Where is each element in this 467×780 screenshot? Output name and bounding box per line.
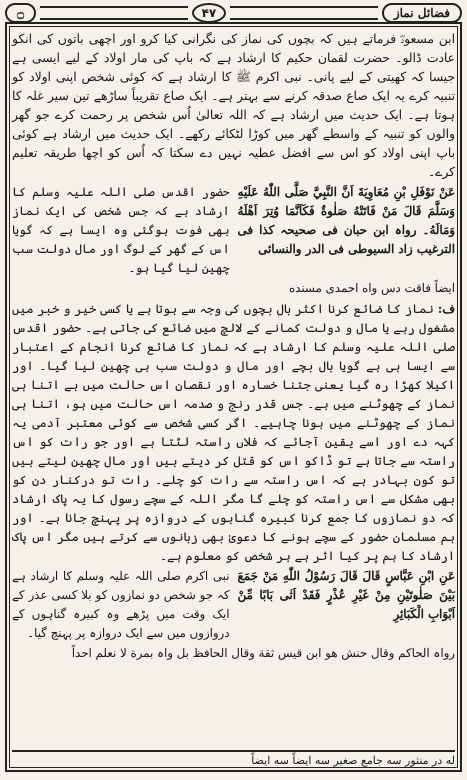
hadith-1-arabic: عَنْ نَوْفَلِ بْنِ مُعَاوِيَةَ اَنَّ النَّبِيَّ صَلَّى اللّٰهُ عَلَيْهِ وَسَلَّمَ قَالَ مَنْ فَاتَتْهُ صَلٰوةٌ فَكَاَنَّمَا وُتِرَ اَهْلَهُ وَمَالَهُ۔ رواہ ابن حبان فی صحیحہ کذا فی الترغیب زاد السیوطی فی الدر والنسائی (237, 185, 455, 256)
hadith-1-translation: حضور اقدس صلی اللہ علیہ وسلم کا ارشاد ہے کہ جس شخص کی ایک نماز بھی فوت ہوگئی وہ ایسا ہے کہ گویا اس کے گھر کے لوگ اور مال دولت سب چھین لیا گیا ہو۔ (12, 185, 230, 275)
footnotes: له در منثور سه جامع صغیر سه ایضاً سه ایضاً (12, 750, 455, 770)
hadith-2-source: رواہ الحاکم وقال حنش هو ابن قیس ثقة وقال الحافظ بل واہ بمرة لا نعلم احداً (71, 646, 455, 660)
page-number: ۴۷ (192, 3, 226, 23)
explanation-label: ف: (437, 301, 455, 316)
intro-paragraph: ابن مسعودؓ فرماتے ہیں کہ بچوں کی نماز کی نگرانی کیا کرو اور اچھی باتوں کی انکو عادت ڈالو۔ حضرت لقمان حکیم کا ارشاد ہے کہ باپ کی مار اولاد کے لیے ایسی ہے جیسا کہ کھیتی کے لیے پانی۔ نبی اکرم ﷺ کا ارشاد ہے کہ کوئی شخص اپنی اولاد کو تنبیہ کرے یہ ایک صاع صدقہ کرنے سے بہتر ہے۔ ایک صاع تقریباً ساڑھے تین سیر غلہ کا ہوتا ہے۔ ایک حدیث میں ارشاد ہے کہ اللہ تعالیٰ اُس شخص پر رحمت کرے جو گھر والوں کو تنبیہ کے واسطے گھر میں کوڑا لٹکائے رکھے۔ ایک حدیث میں ارشاد ہے کوئی باپ اپنی اولاد کو اس سے افضل عطیہ نہیں دے سکتا کہ اُس کو اچھا طریقہ تعلیم کرے۔ (12, 32, 455, 179)
hadith-2-translation: نبی اکرم صلی اللہ علیہ وسلم کا ارشاد ہے کہ جو شخص دو نمازوں کو بلا کسی عذر کے ایک وقت میں پڑھے وہ کبیرہ گناہوں کے دروازوں میں سے ایک دروازہ پر پہنچ گیا۔ (12, 569, 230, 640)
decorative-ornament: ۝ (5, 3, 36, 23)
hadith-1-block (12, 183, 455, 278)
explanation-text: نماز کا ضائع کرنا اکثر بال بچوں کی وجہ سے ہوتا ہے یا کسی خیر و خبر میں مشغول رہے یا مال و دولت کمانے کے لالچ میں ضائع کی جاتی ہے۔ حضور اقدس صلی اللہ علیہ وسلم کا ارشاد ہے کہ نماز کا ضائع کرنا انجام کے اعتبار سے ایسا ہی ہے گویا بال بچے اور مال و دولت سب ہی چھین لیا گیا۔ اور اکیلا کھڑا رہ گیا یعنی جتنا خسارہ اور نقصان اس حالت میں ہے اتنا ہی نماز کے چھوٹنے میں ہے۔ جس قدر رنج و صدمہ اس حالت میں ہو، اتنا ہی نماز کے چھوٹنے میں ہونا چاہیے۔ اگر کسی شخص سے کوئی معتبر آدمی یہ کہہ دے اور اسے یقین آجائے کہ فلاں راستہ لٹتا ہے اور جو رات کو اس راستہ سے جاتا ہے تو ڈاکو اس کو قتل کر دیتے ہیں اور مال چھین لیتے ہیں تو کون بہادر ہے کہ اس راستہ سے رات کو چلے۔ رات تو درکنار دن کو بھی مشکل سے اس راستہ کو چلے گا مگر اللہ کے سچے رسول کا یہ پاک ارشاد کہ دو نمازوں کا جمع کرنا کبیرہ گناہوں کے دروازہ پر پہنچ جانا ہے۔ اور ہم مسلمان حضور کے سچے ہونے کا دعویٰ بھی زبانوں سے کرتے ہیں مگر اس پاک ارشاد کا ہم پر کیا اثر ہے ہر شخص کو معلوم ہے۔ (12, 302, 455, 563)
book-title: فضائل نماز (382, 3, 462, 23)
hadith-2-block (12, 567, 455, 643)
header-divider-right (40, 6, 188, 20)
hadith-1-closing: ایضاً فاقت دس واه احمدی مسنده (289, 281, 455, 295)
page-header (5, 3, 462, 23)
hadith-2-arabic: عَنِ ابْنِ عَبَّاسٍ قَالَ قَالَ رَسُوْلُ اللّٰهِ مَنْ جَمَعَ بَيْنَ صَلٰوتَيْنِ مِنْ غَيْرِ عُذْرٍ فَقَدْ اَتٰى بَابًا مِّنْ اَبْوَابِ الْكَبَائِرِ (237, 569, 455, 621)
explanation-paragraph (12, 299, 455, 566)
header-divider (230, 6, 378, 20)
page-content (12, 30, 455, 750)
